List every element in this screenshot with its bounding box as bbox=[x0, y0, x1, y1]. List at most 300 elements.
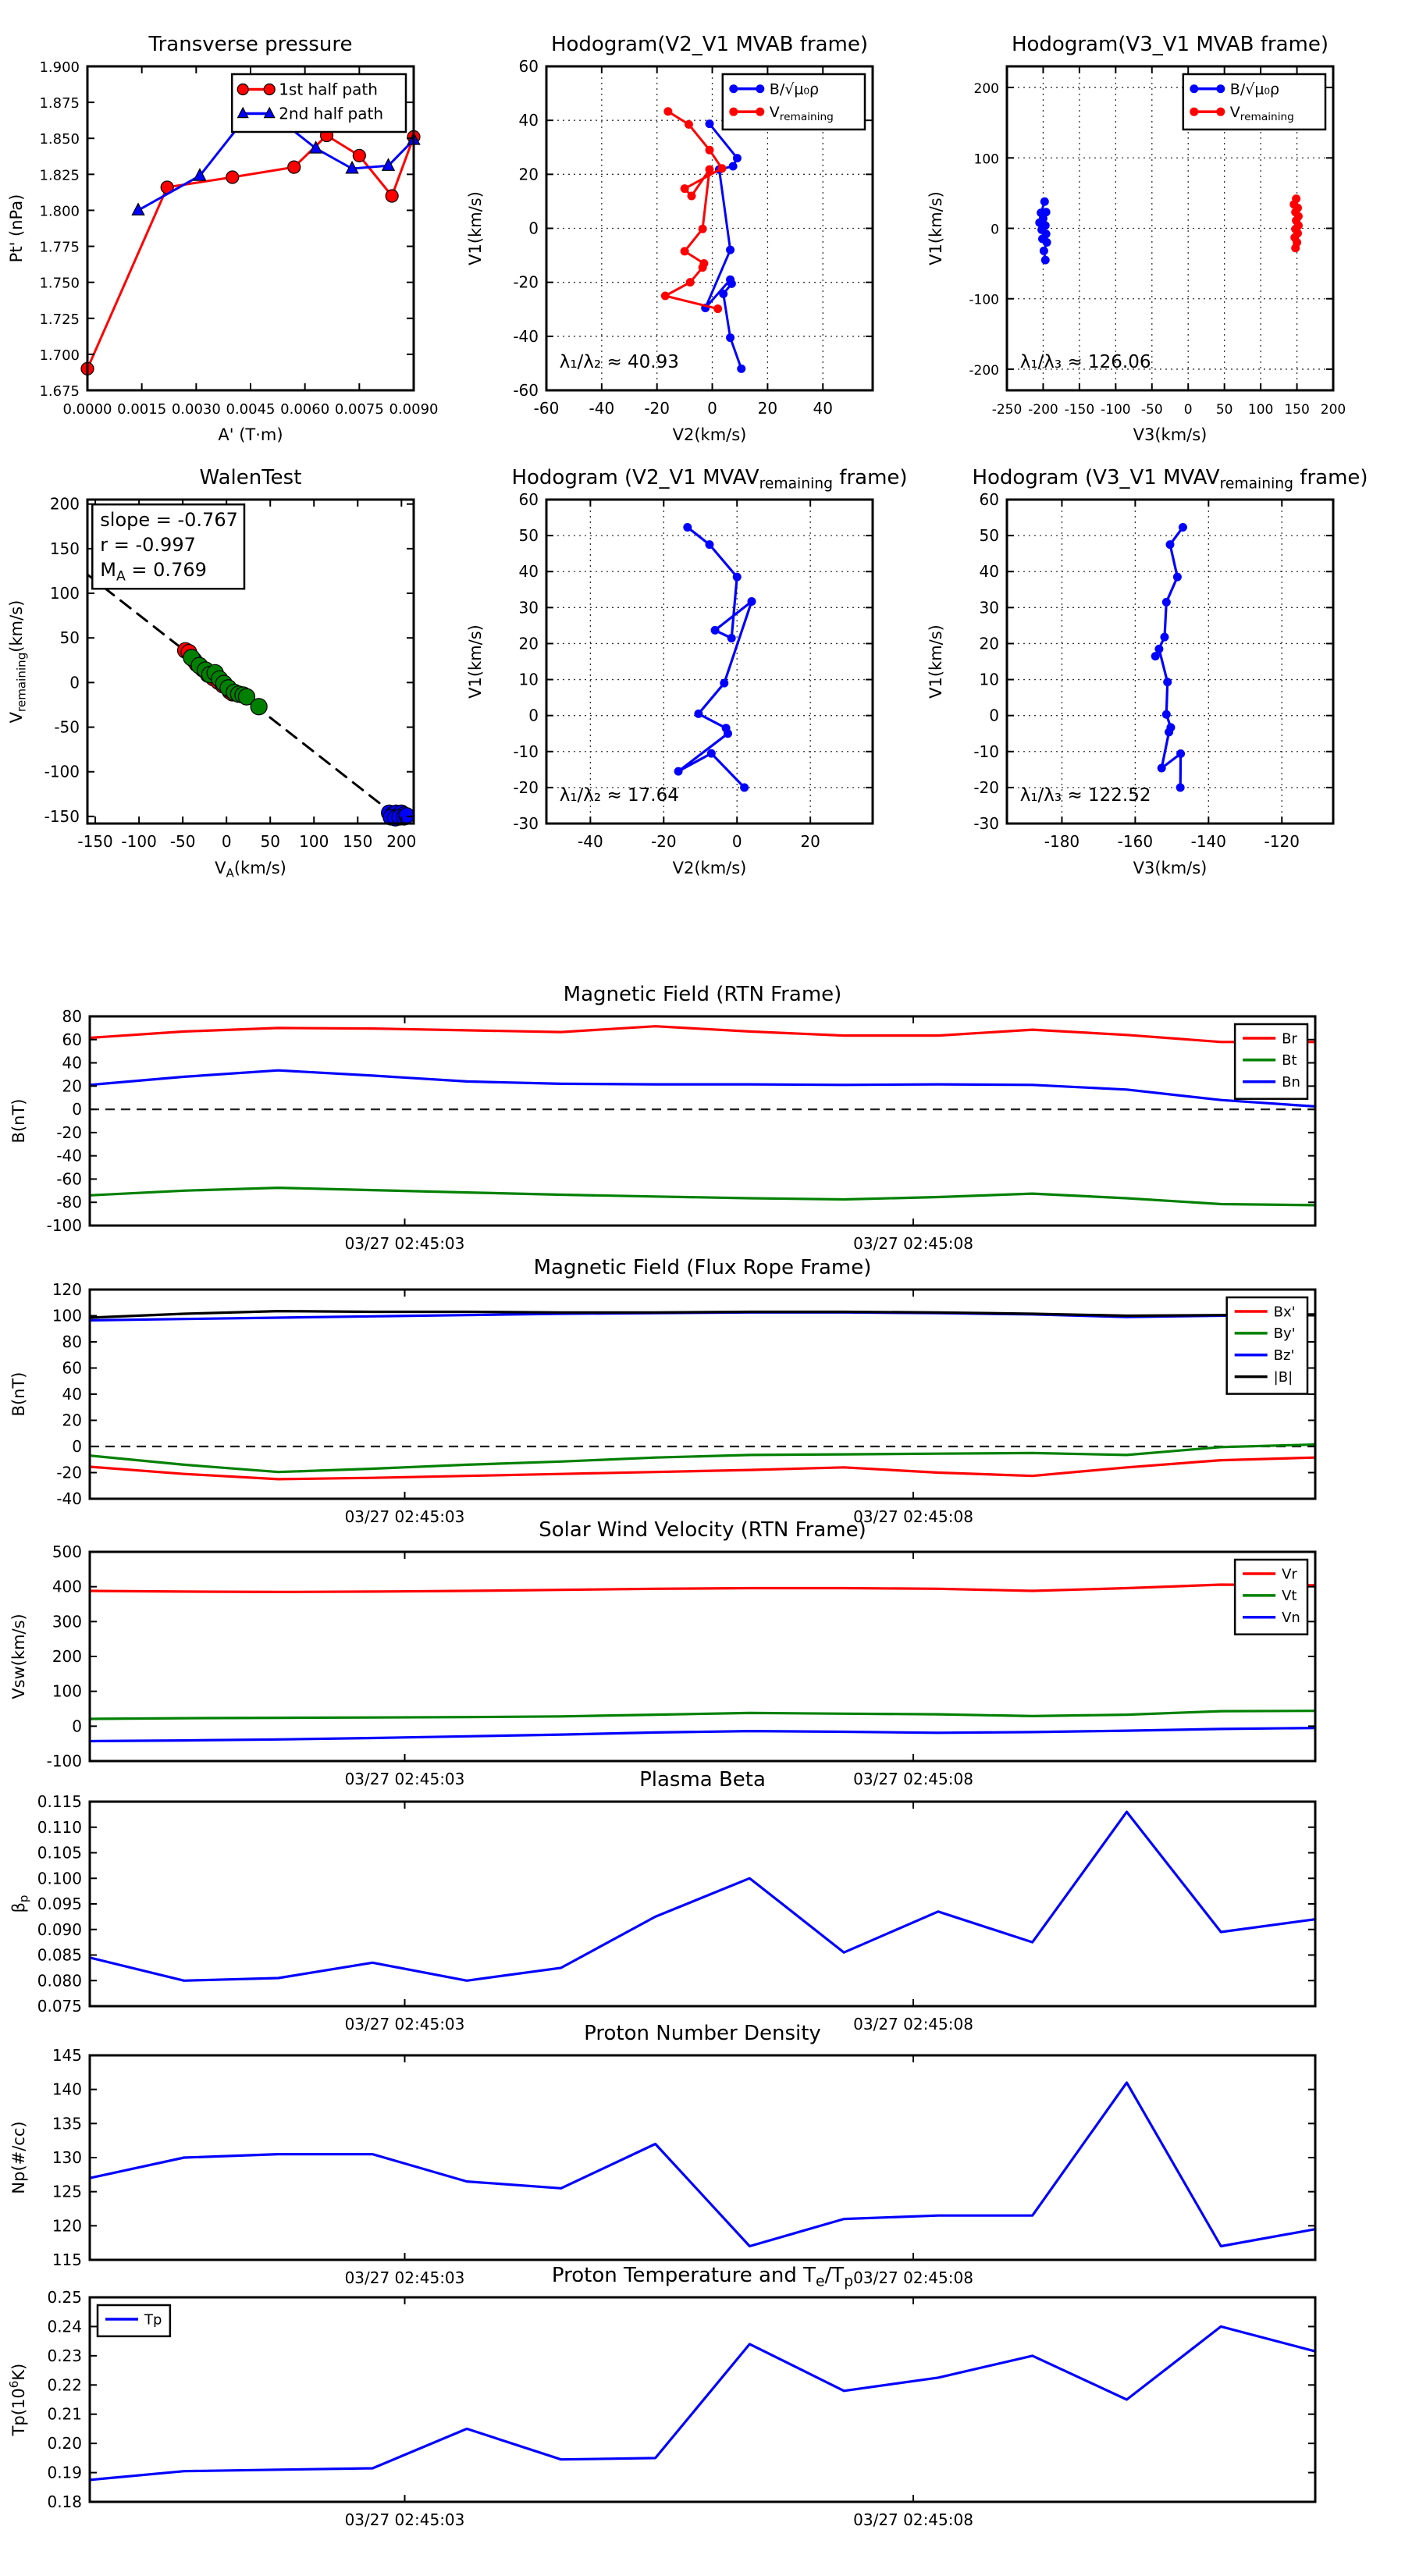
circle-marker bbox=[353, 149, 365, 162]
y-tick-label: 1.850 bbox=[39, 131, 80, 148]
x-tick-label: 0.0090 bbox=[389, 401, 439, 418]
x-tick-label: -100 bbox=[1101, 402, 1131, 418]
hodogram-v3v1-mvav-xlabel: V3(km/s) bbox=[1133, 859, 1208, 877]
x-tick-label: 50 bbox=[260, 832, 280, 851]
y-tick-label: 10 bbox=[518, 670, 539, 689]
y-tick-label: 1.900 bbox=[39, 59, 80, 76]
x-tick-label: 0 bbox=[731, 832, 742, 851]
transverse-pressure-xlabel: A' (T·m) bbox=[218, 425, 283, 444]
point-marker bbox=[1043, 238, 1051, 247]
hodogram-v2v1-mvav-xlabel: V2(km/s) bbox=[672, 859, 747, 877]
y-tick-label: -10 bbox=[513, 742, 539, 761]
proton-density-series-Np bbox=[90, 2083, 1315, 2247]
point-marker bbox=[737, 365, 745, 373]
x-tick-label: -40 bbox=[578, 832, 603, 851]
x-tick-label: 03/27 02:45:08 bbox=[853, 2015, 973, 2033]
proton-density-ylabel: Np(#/cc) bbox=[9, 2121, 28, 2194]
panel-hodogram-v3v1-mvav bbox=[905, 441, 1380, 886]
y-tick-label: 40 bbox=[62, 1385, 82, 1404]
point-marker bbox=[719, 290, 727, 298]
point-marker bbox=[706, 146, 714, 155]
circle-marker bbox=[264, 84, 275, 95]
y-tick-label: 130 bbox=[52, 2148, 82, 2167]
y-tick-label: 20 bbox=[979, 634, 999, 653]
hodogram-v3v1-mvav-ylabel: V1(km/s) bbox=[927, 624, 945, 699]
point-marker bbox=[717, 164, 726, 173]
vsw-rtn-ylabel: Vsw(km/s) bbox=[9, 1614, 28, 1699]
x-tick-label: 0 bbox=[221, 832, 232, 851]
point-marker bbox=[748, 597, 756, 606]
y-tick-label: 300 bbox=[52, 1612, 82, 1631]
x-tick-label: 0.0015 bbox=[117, 401, 167, 418]
y-tick-label: 0 bbox=[72, 1100, 82, 1119]
legend-label: 1st half path bbox=[279, 80, 378, 99]
y-tick-label: 100 bbox=[973, 151, 999, 168]
point-marker bbox=[1162, 598, 1171, 607]
y-tick-label: 0 bbox=[69, 673, 80, 692]
panel-hodogram-v3v1-mvab bbox=[905, 8, 1380, 453]
y-tick-label: 0.085 bbox=[37, 1945, 82, 1965]
y-tick-label: 0.22 bbox=[47, 2375, 82, 2395]
legend-label: $V_{remaining}$ bbox=[1229, 103, 1294, 124]
y-tick-label: 20 bbox=[518, 165, 539, 184]
point-marker bbox=[726, 333, 735, 342]
y-tick-label: 1.800 bbox=[39, 203, 80, 220]
x-tick-label: -140 bbox=[1190, 832, 1227, 851]
point-marker bbox=[713, 304, 722, 313]
vsw-rtn-series-Vr bbox=[90, 1585, 1315, 1592]
mag-rtn-ylabel: B(nT) bbox=[9, 1098, 28, 1144]
point-marker bbox=[1216, 84, 1225, 93]
y-tick-label: -40 bbox=[56, 1146, 82, 1165]
y-tick-label: -150 bbox=[44, 806, 80, 826]
proton-temp-ylabel: $Tp(10^6K)$ bbox=[7, 2363, 28, 2436]
x-tick-label: -100 bbox=[121, 832, 157, 851]
legend-label: Vr bbox=[1282, 1566, 1297, 1583]
plasma-beta-title: Plasma Beta bbox=[639, 1768, 766, 1791]
point-marker bbox=[706, 165, 714, 174]
hodogram-v3v1-mvav-series-V bbox=[1155, 528, 1183, 788]
point-marker bbox=[681, 247, 689, 255]
y-tick-label: -60 bbox=[513, 381, 539, 400]
y-tick-label: 0 bbox=[991, 222, 999, 238]
y-tick-label: 1.825 bbox=[39, 167, 80, 184]
x-tick-label: -160 bbox=[1117, 832, 1154, 851]
x-tick-label: 03/27 02:45:03 bbox=[344, 1234, 465, 1253]
hodogram-v2v1-mvab-xlabel: V2(km/s) bbox=[672, 425, 747, 444]
x-tick-label: -120 bbox=[1264, 832, 1300, 851]
x-tick-label: 0.0060 bbox=[280, 401, 330, 418]
point-marker bbox=[1162, 710, 1171, 719]
y-tick-label: -30 bbox=[513, 814, 539, 833]
point-marker bbox=[1158, 763, 1166, 772]
y-tick-label: 0.115 bbox=[37, 1792, 82, 1811]
legend-label: Bt bbox=[1282, 1052, 1297, 1069]
annotation: λ₁/λ₂ ≈ 40.93 bbox=[559, 351, 679, 372]
vsw-rtn-series-Vt bbox=[90, 1711, 1315, 1719]
point-marker bbox=[720, 679, 728, 688]
panel-proton-temperature bbox=[0, 2239, 1362, 2564]
proton-density-title: Proton Number Density bbox=[584, 2022, 821, 2045]
point-marker bbox=[1165, 728, 1173, 736]
y-tick-label: 400 bbox=[52, 1577, 82, 1596]
hodogram-v3v1-mvab-title: Hodogram(V3_V1 MVAB frame) bbox=[1011, 33, 1329, 56]
point-marker bbox=[733, 573, 742, 582]
y-tick-label: 60 bbox=[62, 1030, 82, 1049]
x-tick-label: -20 bbox=[650, 832, 677, 851]
transverse-pressure-title: Transverse pressure bbox=[148, 33, 353, 56]
y-tick-label: 200 bbox=[973, 81, 999, 98]
point-marker bbox=[686, 278, 695, 286]
y-tick-label: 20 bbox=[62, 1076, 82, 1096]
x-tick-label: 100 bbox=[1247, 402, 1274, 418]
circle-marker bbox=[288, 161, 301, 173]
point-marker bbox=[663, 107, 672, 116]
point-marker bbox=[685, 120, 693, 129]
y-tick-label: 100 bbox=[49, 584, 80, 603]
x-tick-label: 03/27 02:45:03 bbox=[344, 2015, 465, 2033]
y-tick-label: 0.105 bbox=[37, 1843, 82, 1863]
x-tick-label: -20 bbox=[644, 399, 670, 418]
y-tick-label: 20 bbox=[62, 1411, 82, 1430]
legend-label: Vt bbox=[1282, 1588, 1297, 1605]
legend-label: 2nd half path bbox=[279, 104, 384, 123]
hodogram-v2v1-mvav-title: Hodogram (V2_V1 $MVAV_{remaining}$ frame) bbox=[511, 466, 908, 493]
point-marker bbox=[756, 84, 764, 93]
point-marker bbox=[729, 84, 738, 93]
y-tick-label: 60 bbox=[979, 490, 999, 509]
y-tick-label: -80 bbox=[56, 1193, 82, 1212]
point-marker bbox=[1176, 783, 1185, 792]
point-marker bbox=[1291, 244, 1300, 252]
mag-rtn-title: Magnetic Field (RTN Frame) bbox=[563, 983, 842, 1006]
walen-test-xlabel: $V_A(km/s)$ bbox=[215, 859, 286, 881]
y-tick-label: -100 bbox=[46, 1752, 82, 1770]
x-tick-label: 150 bbox=[343, 832, 373, 851]
point-marker bbox=[1173, 573, 1182, 582]
point-marker bbox=[1163, 678, 1172, 686]
axes-frame bbox=[90, 1016, 1315, 1226]
stats-line: r = -0.997 bbox=[100, 534, 196, 557]
point-marker bbox=[706, 540, 714, 549]
proton-temp-title: Proton Temperature and $T_e/T_p$ bbox=[551, 2264, 854, 2290]
circle-marker bbox=[237, 84, 248, 95]
y-tick-label: 0 bbox=[528, 219, 539, 238]
hodogram-v3v1-mvav-title: Hodogram (V3_V1 $MVAV_{remaining}$ frame) bbox=[972, 466, 1368, 493]
y-tick-label: 40 bbox=[518, 111, 539, 130]
y-tick-label: 120 bbox=[52, 1280, 82, 1299]
x-tick-label: -150 bbox=[77, 832, 113, 851]
mag-fluxrope-series-Bx' bbox=[90, 1457, 1315, 1479]
x-tick-label: -50 bbox=[1140, 402, 1163, 418]
annotation: λ₁/λ₂ ≈ 17.64 bbox=[559, 785, 679, 806]
x-tick-label: 03/27 02:45:03 bbox=[344, 2268, 465, 2287]
point-marker bbox=[1154, 645, 1163, 653]
y-tick-label: 115 bbox=[52, 2250, 82, 2269]
legend-label: Br bbox=[1282, 1030, 1297, 1048]
x-tick-label: 03/27 02:45:03 bbox=[344, 2510, 465, 2529]
y-tick-label: -20 bbox=[56, 1463, 82, 1482]
proton-temp-series-Tp bbox=[90, 2326, 1315, 2480]
point-marker bbox=[699, 225, 707, 233]
point-marker bbox=[711, 626, 720, 635]
point-marker bbox=[1040, 247, 1048, 255]
x-tick-label: 50 bbox=[1215, 402, 1233, 418]
y-tick-label: 100 bbox=[52, 1306, 82, 1325]
x-tick-label: 20 bbox=[800, 832, 820, 851]
y-tick-label: 500 bbox=[52, 1542, 82, 1561]
y-tick-label: -20 bbox=[973, 777, 999, 797]
y-tick-label: 150 bbox=[49, 539, 80, 558]
y-tick-label: -200 bbox=[969, 362, 999, 379]
x-tick-label: -180 bbox=[1044, 832, 1080, 851]
point-marker bbox=[1041, 256, 1050, 265]
y-tick-label: 120 bbox=[52, 2216, 82, 2236]
y-tick-label: 80 bbox=[62, 1007, 82, 1026]
legend-label: Bz' bbox=[1273, 1347, 1295, 1364]
panel-walen-test bbox=[0, 441, 461, 886]
x-tick-label: 200 bbox=[386, 832, 417, 851]
y-tick-label: 0.25 bbox=[47, 2288, 82, 2307]
point-marker bbox=[1040, 197, 1049, 206]
point-marker bbox=[733, 154, 742, 162]
point-marker bbox=[756, 108, 764, 116]
x-tick-label: 20 bbox=[757, 399, 778, 418]
legend-label: By' bbox=[1273, 1325, 1296, 1343]
x-tick-label: -60 bbox=[533, 399, 560, 418]
y-tick-label: 0.100 bbox=[37, 1869, 82, 1888]
x-tick-label: 03/27 02:45:08 bbox=[853, 1770, 973, 1788]
y-tick-label: 1.750 bbox=[39, 275, 80, 292]
y-tick-label: 1.775 bbox=[39, 239, 80, 256]
x-tick-label: 03/27 02:45:08 bbox=[853, 1234, 973, 1253]
mag-rtn-series-Br bbox=[90, 1026, 1315, 1042]
walen-test-svg bbox=[0, 441, 461, 886]
point-marker bbox=[1176, 749, 1185, 758]
y-tick-label: 50 bbox=[518, 526, 539, 546]
x-tick-label: 03/27 02:45:08 bbox=[853, 2268, 973, 2287]
x-tick-label: 0 bbox=[1183, 402, 1193, 418]
hodogram-v3v1-mvab-svg bbox=[905, 8, 1380, 453]
panel-hodogram-v2v1-mvab bbox=[445, 8, 919, 453]
y-tick-label: 1.675 bbox=[39, 383, 80, 400]
y-tick-label: 0.090 bbox=[37, 1920, 82, 1939]
point-marker bbox=[729, 162, 738, 170]
x-tick-label: 200 bbox=[1320, 402, 1346, 418]
point-marker bbox=[699, 263, 707, 272]
hodogram-v2v1-mvav-series-V bbox=[678, 528, 752, 788]
hodogram-v3v1-mvav-svg bbox=[905, 441, 1380, 886]
y-tick-label: -100 bbox=[44, 762, 80, 781]
y-tick-label: 0.110 bbox=[37, 1817, 82, 1837]
walen-test-title: WalenTest bbox=[199, 466, 302, 489]
point-marker bbox=[740, 783, 749, 792]
plasma-beta-ylabel: $\beta_p$ bbox=[9, 1895, 31, 1913]
y-tick-label: 0.095 bbox=[37, 1895, 82, 1913]
x-tick-label: 150 bbox=[1284, 402, 1310, 418]
hodogram-v2v1-mvab-ylabel: V1(km/s) bbox=[466, 191, 485, 265]
point-marker bbox=[1160, 633, 1168, 642]
legend-label: Vn bbox=[1282, 1610, 1300, 1627]
y-tick-label: 30 bbox=[979, 598, 999, 617]
legend-label: |B| bbox=[1273, 1368, 1293, 1386]
y-tick-label: 0.080 bbox=[37, 1971, 82, 1991]
point-marker bbox=[1190, 108, 1198, 116]
stats-line: $M_A = 0.769$ bbox=[100, 559, 207, 585]
vsw-rtn-title: Solar Wind Velocity (RTN Frame) bbox=[539, 1518, 866, 1542]
y-tick-label: -20 bbox=[513, 777, 539, 797]
circle-marker bbox=[226, 171, 239, 183]
y-tick-label: 60 bbox=[518, 57, 539, 76]
annotation: λ₁/λ₃ ≈ 122.52 bbox=[1019, 785, 1151, 806]
y-tick-label: -100 bbox=[46, 1216, 82, 1235]
stats-line: slope = -0.767 bbox=[100, 509, 238, 532]
transverse-pressure-svg bbox=[0, 8, 461, 453]
legend-label: Bn bbox=[1282, 1074, 1300, 1091]
y-tick-label: -10 bbox=[973, 742, 999, 761]
mag-rtn-series-Bt bbox=[90, 1188, 1315, 1205]
mag-rtn-series-Bn bbox=[90, 1070, 1315, 1106]
point-marker bbox=[729, 108, 738, 116]
y-tick-label: 0.075 bbox=[37, 1997, 82, 2016]
y-tick-label: 20 bbox=[518, 634, 539, 653]
panel-transverse-pressure bbox=[0, 8, 461, 453]
y-tick-label: 40 bbox=[979, 562, 999, 582]
point-marker bbox=[681, 184, 689, 193]
x-tick-label: 03/27 02:45:03 bbox=[344, 1507, 465, 1526]
x-tick-label: 03/27 02:45:08 bbox=[853, 1507, 973, 1526]
y-tick-label: 0 bbox=[528, 706, 539, 725]
y-tick-label: 200 bbox=[49, 494, 80, 514]
transverse-pressure-ylabel: Pt' (nPa) bbox=[7, 194, 26, 263]
x-tick-label: 0.0075 bbox=[334, 401, 384, 418]
legend-label: B/√μ₀ρ bbox=[769, 80, 820, 98]
y-tick-label: 40 bbox=[62, 1053, 82, 1073]
y-tick-label: 30 bbox=[518, 598, 539, 617]
y-tick-label: 135 bbox=[52, 2114, 82, 2133]
hodogram-v3v1-mvab-xlabel: V3(km/s) bbox=[1133, 425, 1208, 444]
hodogram-v2v1-mvab-title: Hodogram(V2_V1 MVAB frame) bbox=[550, 33, 869, 56]
x-tick-label: -150 bbox=[1064, 402, 1095, 418]
x-tick-label: -200 bbox=[1028, 402, 1058, 418]
y-tick-label: 0 bbox=[72, 1717, 82, 1736]
y-tick-label: -20 bbox=[56, 1123, 82, 1142]
y-tick-label: -20 bbox=[513, 272, 539, 292]
point-marker bbox=[687, 192, 695, 201]
point-marker bbox=[707, 749, 716, 758]
transverse-pressure-series-1st half path bbox=[87, 136, 414, 369]
x-tick-label: 0 bbox=[707, 399, 717, 418]
y-tick-label: 0 bbox=[72, 1437, 82, 1456]
x-tick-label: 0.0000 bbox=[62, 401, 112, 418]
x-tick-label: 40 bbox=[813, 399, 833, 418]
hodogram-v2v1-mvab-svg bbox=[445, 8, 919, 453]
legend-label: Bx' bbox=[1273, 1304, 1296, 1321]
point-marker bbox=[683, 523, 692, 532]
point-marker bbox=[727, 279, 736, 288]
point-marker bbox=[1166, 540, 1175, 549]
hodogram-v2v1-mvav-svg bbox=[445, 441, 919, 886]
y-tick-label: 1.875 bbox=[39, 95, 80, 112]
y-tick-label: 10 bbox=[979, 670, 999, 689]
circle-marker bbox=[386, 190, 398, 202]
y-tick-label: 1.700 bbox=[39, 347, 80, 364]
y-tick-label: -100 bbox=[969, 292, 999, 308]
point-marker bbox=[1190, 84, 1198, 93]
legend-label: B/√μ₀ρ bbox=[1229, 80, 1280, 98]
y-tick-label: 145 bbox=[52, 2046, 82, 2065]
point-marker bbox=[661, 291, 670, 300]
point-marker bbox=[724, 729, 732, 738]
y-tick-label: 60 bbox=[518, 490, 539, 509]
y-tick-label: 100 bbox=[52, 1681, 82, 1701]
y-tick-label: 140 bbox=[52, 2080, 82, 2099]
x-tick-label: 03/27 02:45:03 bbox=[344, 1770, 465, 1788]
y-tick-label: 0.24 bbox=[47, 2317, 82, 2336]
hodogram-v3v1-mvab-ylabel: V1(km/s) bbox=[927, 191, 945, 265]
vsw-rtn-series-Vn bbox=[90, 1728, 1315, 1742]
x-tick-label: 0.0045 bbox=[226, 401, 276, 418]
y-tick-label: 60 bbox=[62, 1358, 82, 1378]
y-tick-label: 50 bbox=[59, 628, 80, 648]
y-tick-label: 40 bbox=[518, 562, 539, 582]
y-tick-label: -50 bbox=[54, 717, 80, 737]
y-tick-label: 125 bbox=[52, 2182, 82, 2201]
y-tick-label: 0 bbox=[989, 706, 999, 725]
y-tick-label: 50 bbox=[979, 526, 999, 546]
point-marker bbox=[706, 119, 714, 128]
x-tick-label: -250 bbox=[991, 402, 1023, 418]
y-tick-label: 0.20 bbox=[47, 2434, 82, 2453]
y-tick-label: 80 bbox=[62, 1332, 82, 1351]
circle-marker bbox=[251, 699, 267, 715]
x-tick-label: 100 bbox=[299, 832, 329, 851]
y-tick-label: -30 bbox=[973, 814, 999, 833]
walen-test-ylabel: $V_{remaining}(km/s)$ bbox=[7, 600, 29, 724]
y-tick-label: 0.21 bbox=[47, 2404, 82, 2424]
mag-fluxrope-ylabel: B(nT) bbox=[9, 1372, 28, 1417]
point-marker bbox=[726, 246, 735, 254]
y-tick-label: 200 bbox=[52, 1647, 82, 1666]
proton-temp-svg bbox=[0, 2239, 1362, 2564]
annotation: λ₁/λ₃ ≈ 126.06 bbox=[1019, 351, 1151, 372]
mag-fluxrope-title: Magnetic Field (Flux Rope Frame) bbox=[533, 1256, 872, 1279]
x-tick-label: -50 bbox=[169, 832, 196, 851]
y-tick-label: 1.725 bbox=[39, 311, 80, 328]
x-tick-label: -40 bbox=[589, 399, 615, 418]
x-tick-label: 03/27 02:45:08 bbox=[853, 2510, 973, 2529]
point-marker bbox=[1216, 108, 1225, 116]
legend-label: $V_{remaining}$ bbox=[769, 103, 834, 124]
point-marker bbox=[727, 634, 736, 642]
y-tick-label: 0.18 bbox=[47, 2492, 82, 2511]
point-marker bbox=[674, 767, 683, 776]
y-tick-label: -40 bbox=[56, 1489, 82, 1508]
hodogram-v2v1-mvab-series-Vremaining bbox=[665, 112, 722, 309]
legend-label: Tp bbox=[144, 2311, 162, 2329]
axes-frame bbox=[90, 1802, 1315, 2006]
y-tick-label: -60 bbox=[56, 1169, 82, 1189]
y-tick-label: 0.23 bbox=[47, 2346, 82, 2365]
axes-frame bbox=[90, 2055, 1315, 2260]
hodogram-v2v1-mvav-ylabel: V1(km/s) bbox=[466, 624, 485, 699]
x-tick-label: 0.0030 bbox=[171, 401, 221, 418]
plasma-beta-series-beta bbox=[90, 1812, 1315, 1980]
panel-hodogram-v2v1-mvav bbox=[445, 441, 919, 886]
y-tick-label: -40 bbox=[513, 326, 539, 346]
point-marker bbox=[694, 710, 702, 718]
y-tick-label: 0.19 bbox=[47, 2463, 82, 2482]
